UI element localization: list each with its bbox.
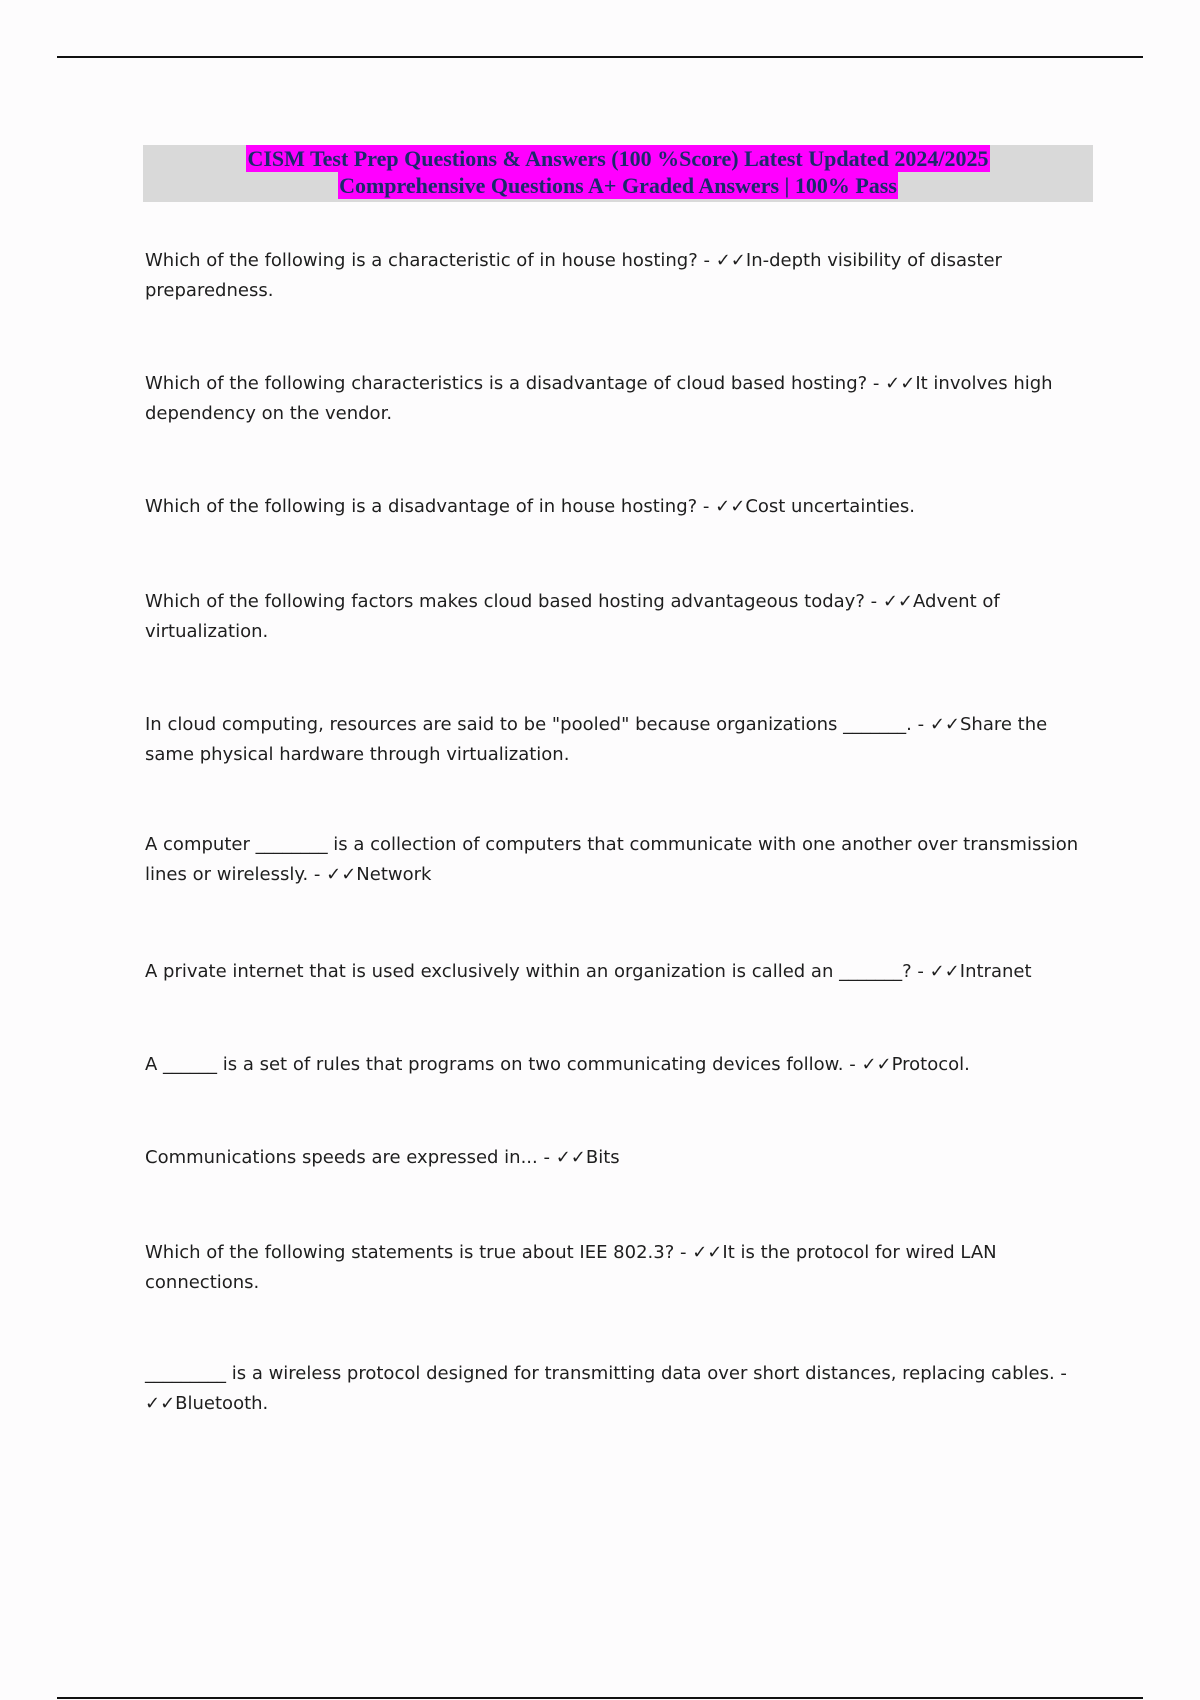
separator: - <box>1054 1363 1067 1384</box>
double-check-icon: ✓✓ <box>929 961 960 982</box>
question-text: In cloud computing, resources are said to be "pooled" because organizations _______. <box>145 714 912 735</box>
qa-item <box>145 1143 1095 1173</box>
double-check-icon: ✓✓ <box>882 591 914 612</box>
answer-text: Share the same physical hardware through virtualization. <box>145 714 1048 765</box>
answer-text: In-depth visibility of disaster preparedness. <box>145 250 1002 301</box>
double-check-icon: ✓✓ <box>861 1054 892 1075</box>
answer-text: Cost uncertainties. <box>745 496 915 517</box>
answer-text: Bits <box>585 1147 620 1168</box>
top-rule <box>57 56 1143 58</box>
separator: - <box>537 1147 556 1168</box>
qa-item <box>145 492 1095 522</box>
separator: - <box>911 714 930 735</box>
double-check-icon: ✓✓ <box>326 864 357 885</box>
qa-item <box>145 1050 1095 1080</box>
separator: - <box>843 1054 862 1075</box>
separator: - <box>674 1242 693 1263</box>
qa-item <box>145 710 1095 770</box>
double-check-icon: ✓✓ <box>555 1147 586 1168</box>
qa-item <box>145 246 1095 306</box>
double-check-icon: ✓✓ <box>692 1242 723 1263</box>
separator: - <box>308 864 327 885</box>
separator: - <box>697 250 716 271</box>
question-text: Which of the following is a characteristic of in house hosting? <box>145 250 698 271</box>
qa-item <box>145 957 1095 987</box>
title-line-2: Comprehensive Questions A+ Graded Answers | 100% Pass <box>339 173 897 198</box>
qa-item <box>145 587 1095 647</box>
bottom-rule <box>57 1697 1143 1699</box>
answer-text: It is the protocol for wired LAN connections. <box>145 1242 997 1293</box>
document-title-banner <box>143 145 1093 202</box>
separator: - <box>867 373 886 394</box>
qa-item <box>145 1359 1095 1419</box>
separator: - <box>911 961 930 982</box>
answer-text: It involves high dependency on the vendor. <box>145 373 1053 424</box>
separator: - <box>697 496 716 517</box>
answer-text: Bluetooth. <box>175 1393 269 1414</box>
question-text: Which of the following is a disadvantage of in house hosting? <box>145 496 698 517</box>
question-text: _________ is a wireless protocol designed for transmitting data over short distances, replacing cables. <box>145 1363 1055 1384</box>
title-line-1: CISM Test Prep Questions & Answers (100 %Score) Latest Updated 2024/2025 <box>247 146 989 171</box>
answer-text: Advent of virtualization. <box>145 591 1000 642</box>
separator: - <box>864 591 883 612</box>
answer-text: Intranet <box>959 961 1032 982</box>
question-text: A computer ________ is a collection of computers that communicate with one another over transmission lines or wirelessly. <box>145 834 1079 885</box>
question-text: A ______ is a set of rules that programs on two communicating devices follow. <box>145 1054 844 1075</box>
answer-text: Network <box>356 864 432 885</box>
question-text: Which of the following statements is true about IEE 802.3? <box>145 1242 675 1263</box>
qa-item <box>145 369 1095 429</box>
question-text: A private internet that is used exclusively within an organization is called an _______? <box>145 961 912 982</box>
double-check-icon: ✓✓ <box>715 496 746 517</box>
question-text: Communications speeds are expressed in... <box>145 1147 538 1168</box>
qa-item <box>145 830 1095 890</box>
qa-item <box>145 1238 1095 1298</box>
question-text: Which of the following characteristics is a disadvantage of cloud based hosting? <box>145 373 868 394</box>
double-check-icon: ✓✓ <box>715 250 746 271</box>
question-text: Which of the following factors makes cloud based hosting advantageous today? <box>145 591 865 612</box>
answer-text: Protocol. <box>891 1054 970 1075</box>
double-check-icon: ✓✓ <box>885 373 916 394</box>
double-check-icon: ✓✓ <box>145 1393 176 1414</box>
double-check-icon: ✓✓ <box>929 714 960 735</box>
